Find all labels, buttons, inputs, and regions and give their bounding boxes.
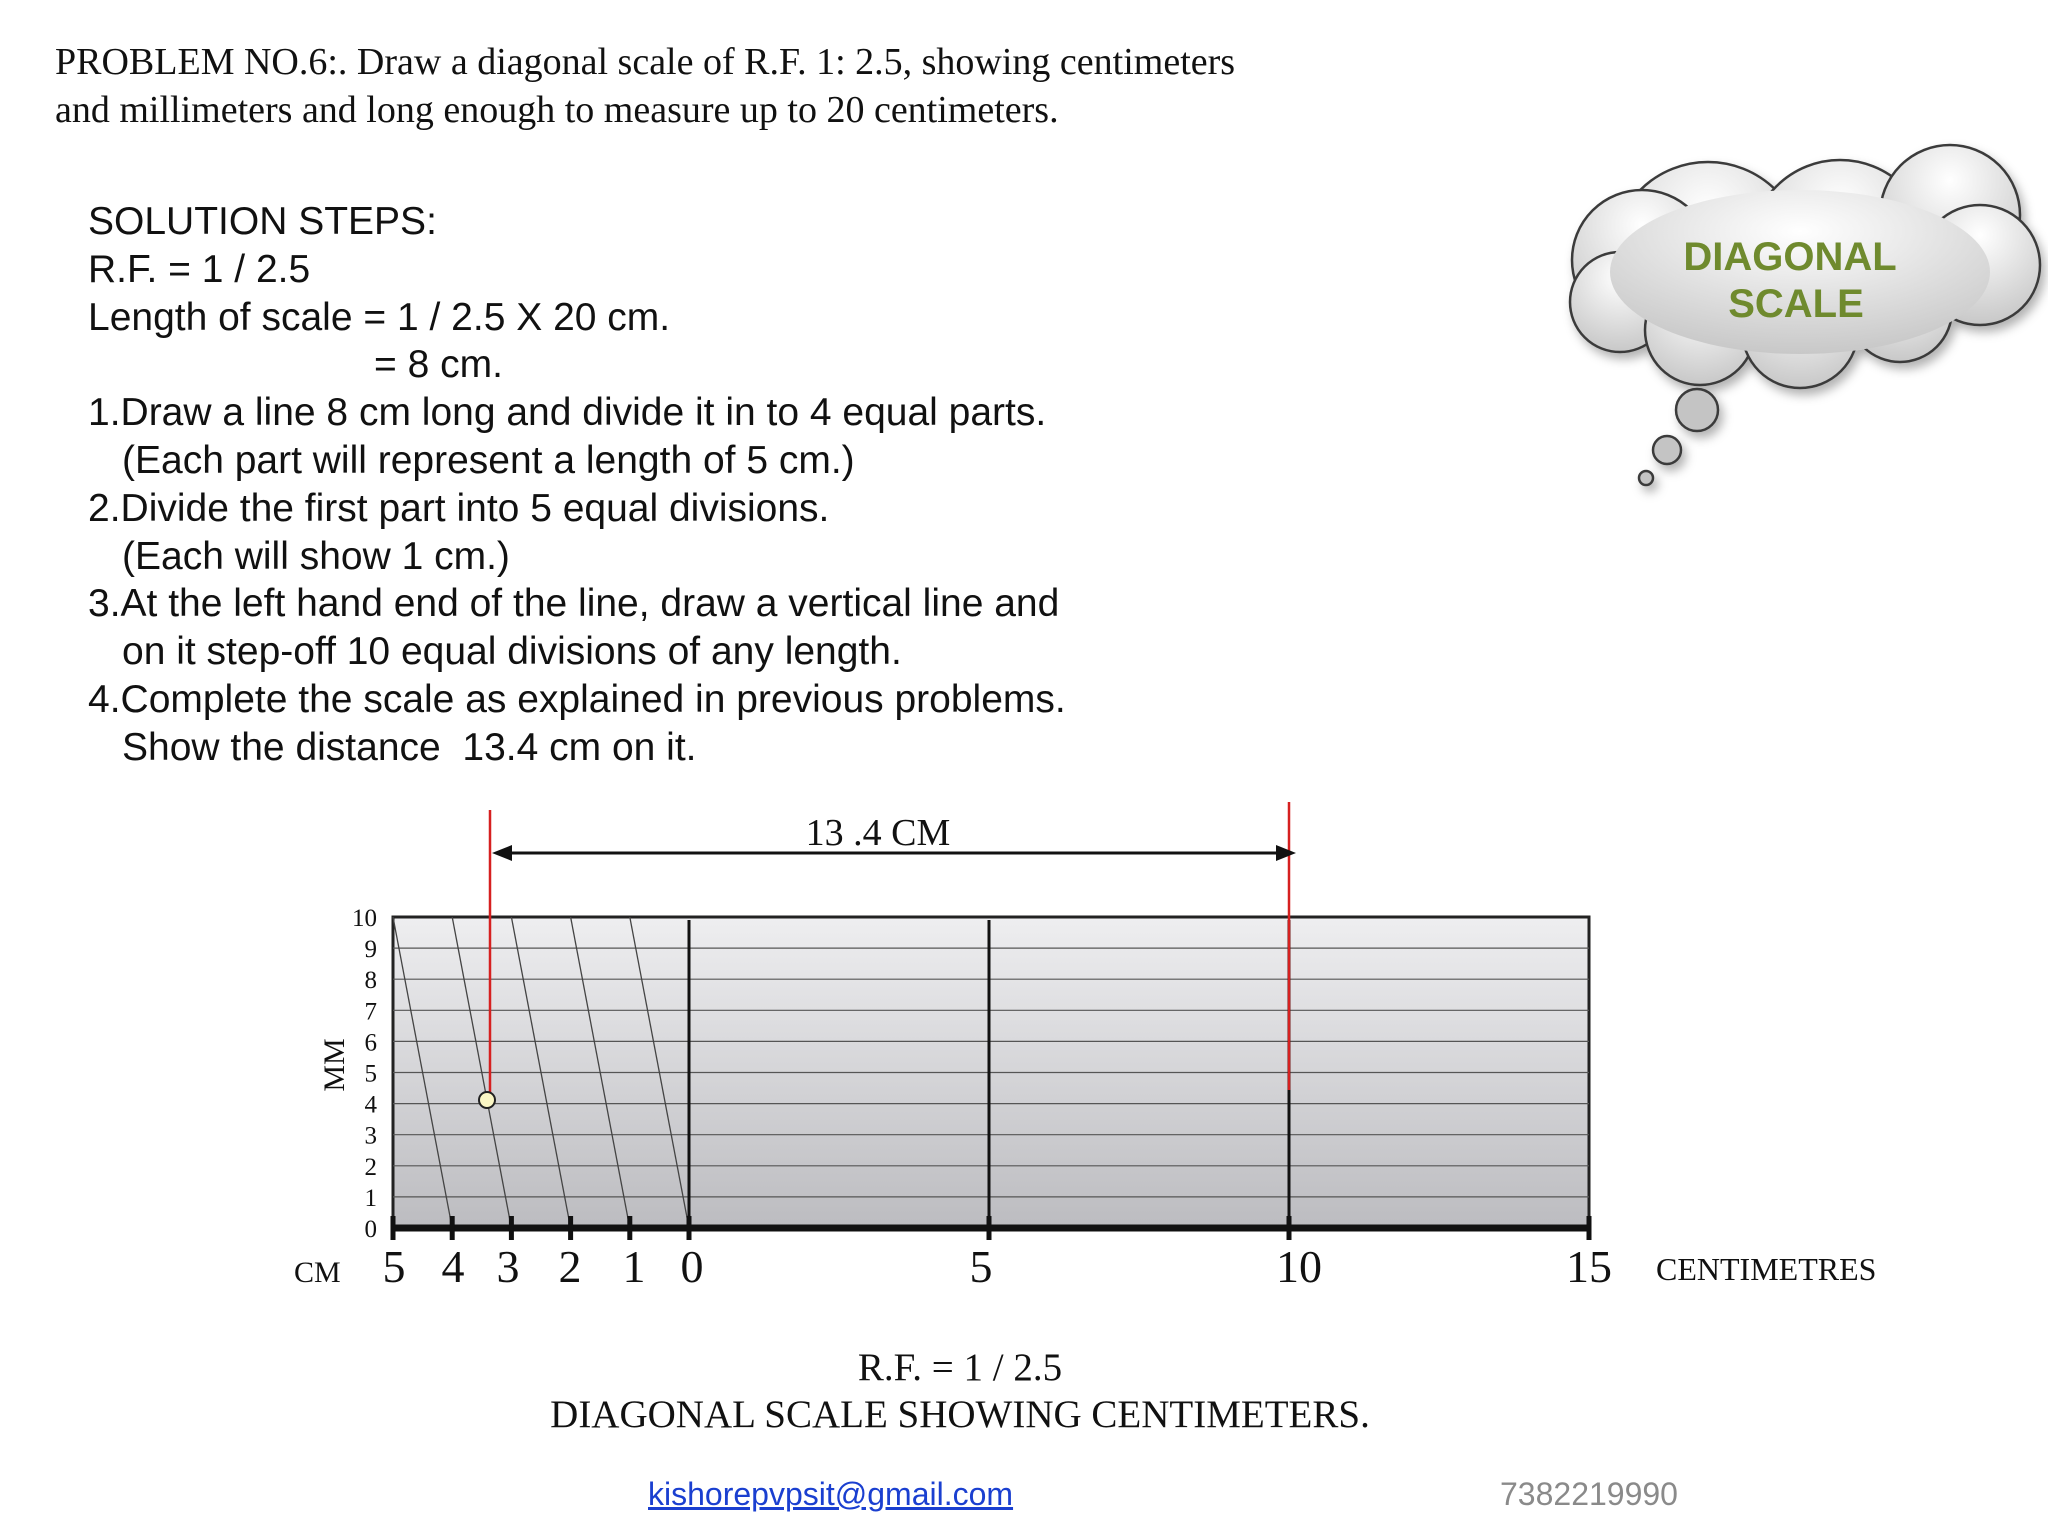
thought-bubble-medium (1653, 436, 1681, 464)
footer-caption: DIAGONAL SCALE SHOWING CENTIMETERS. (550, 1393, 1370, 1436)
minor-cm-label-0: 0 (680, 1241, 704, 1292)
major-cm-label-15: 15 (1566, 1241, 1612, 1292)
step-1: 1.Draw a line 8 cm long and divide it in to 4 equal parts. (88, 391, 1047, 435)
step-1-note: (Each part will represent a length of 5 cm.) (122, 438, 855, 482)
cm-tick-labels (383, 1241, 1613, 1292)
cloud-title-line-1: DIAGONAL (1683, 235, 1897, 279)
mm-tick-label-3: 3 (364, 1122, 377, 1150)
measurement-label: 13 .4 CM (805, 812, 951, 854)
mm-tick-label-10: 10 (352, 905, 377, 932)
mm-tick-label-1: 1 (364, 1184, 377, 1212)
minor-cm-label-3: 3 (496, 1241, 520, 1292)
email-link[interactable]: kishorepvpsit@gmail.com (648, 1476, 1014, 1512)
solution-length: Length of scale = 1 / 2.5 X 20 cm. (88, 295, 671, 339)
minor-cm-label-2: 2 (558, 1241, 582, 1292)
step-3: 3.At the left hand end of the line, draw a vertical line and (88, 582, 1060, 626)
step-2-note: (Each will show 1 cm.) (122, 534, 510, 578)
cloud-title-line-2: SCALE (1728, 282, 1864, 326)
solution-rf: R.F. = 1 / 2.5 (88, 247, 311, 291)
mm-tick-label-7: 7 (364, 998, 377, 1026)
mm-tick-label-0: 0 (364, 1216, 377, 1243)
mm-tick-label-5: 5 (364, 1060, 377, 1088)
minor-cm-label-4: 4 (441, 1241, 465, 1292)
minor-cm-label-1: 1 (622, 1241, 646, 1292)
step-3-note: on it step-off 10 equal divisions of any length. (122, 630, 902, 674)
minor-cm-label-5: 5 (382, 1241, 406, 1292)
step-4-note: Show the distance 13.4 cm on it. (122, 725, 697, 769)
footer-rf: R.F. = 1 / 2.5 (857, 1346, 1063, 1389)
mm-axis-label: MM (318, 1038, 351, 1092)
solution-heading: SOLUTION STEPS: (88, 200, 437, 243)
solution-length-result: = 8 cm. (374, 343, 503, 387)
mm-tick-label-9: 9 (364, 936, 377, 964)
problem-line-1: PROBLEM NO.6:. Draw a diagonal scale of R.F. 1: 2.5, showing centimeters (55, 41, 1236, 83)
mm-tick-labels (352, 905, 378, 1243)
phone-number: 7382219990 (1500, 1476, 1678, 1512)
major-cm-label-5: 5 (969, 1241, 993, 1292)
dimension-arrow-right-head (1276, 845, 1296, 861)
dimension-arrow-left-head (492, 845, 512, 861)
mm-tick-label-2: 2 (364, 1153, 377, 1181)
thought-bubble-large (1676, 389, 1718, 431)
step-2: 2.Divide the first part into 5 equal divisions. (88, 486, 830, 530)
step-4: 4.Complete the scale as explained in previous problems. (88, 677, 1066, 721)
cm-label: CM (294, 1256, 341, 1289)
centimetres-label: CENTIMETRES (1656, 1251, 1877, 1287)
problem-line-2: and millimeters and long enough to measure up to 20 centimeters. (55, 89, 1059, 131)
measure-marker-point (479, 1092, 495, 1108)
mm-tick-label-8: 8 (364, 967, 377, 995)
major-cm-label-10: 10 (1276, 1241, 1322, 1292)
mm-tick-label-6: 6 (364, 1029, 377, 1057)
thought-bubble-small (1639, 471, 1653, 485)
mm-tick-label-4: 4 (364, 1091, 377, 1119)
